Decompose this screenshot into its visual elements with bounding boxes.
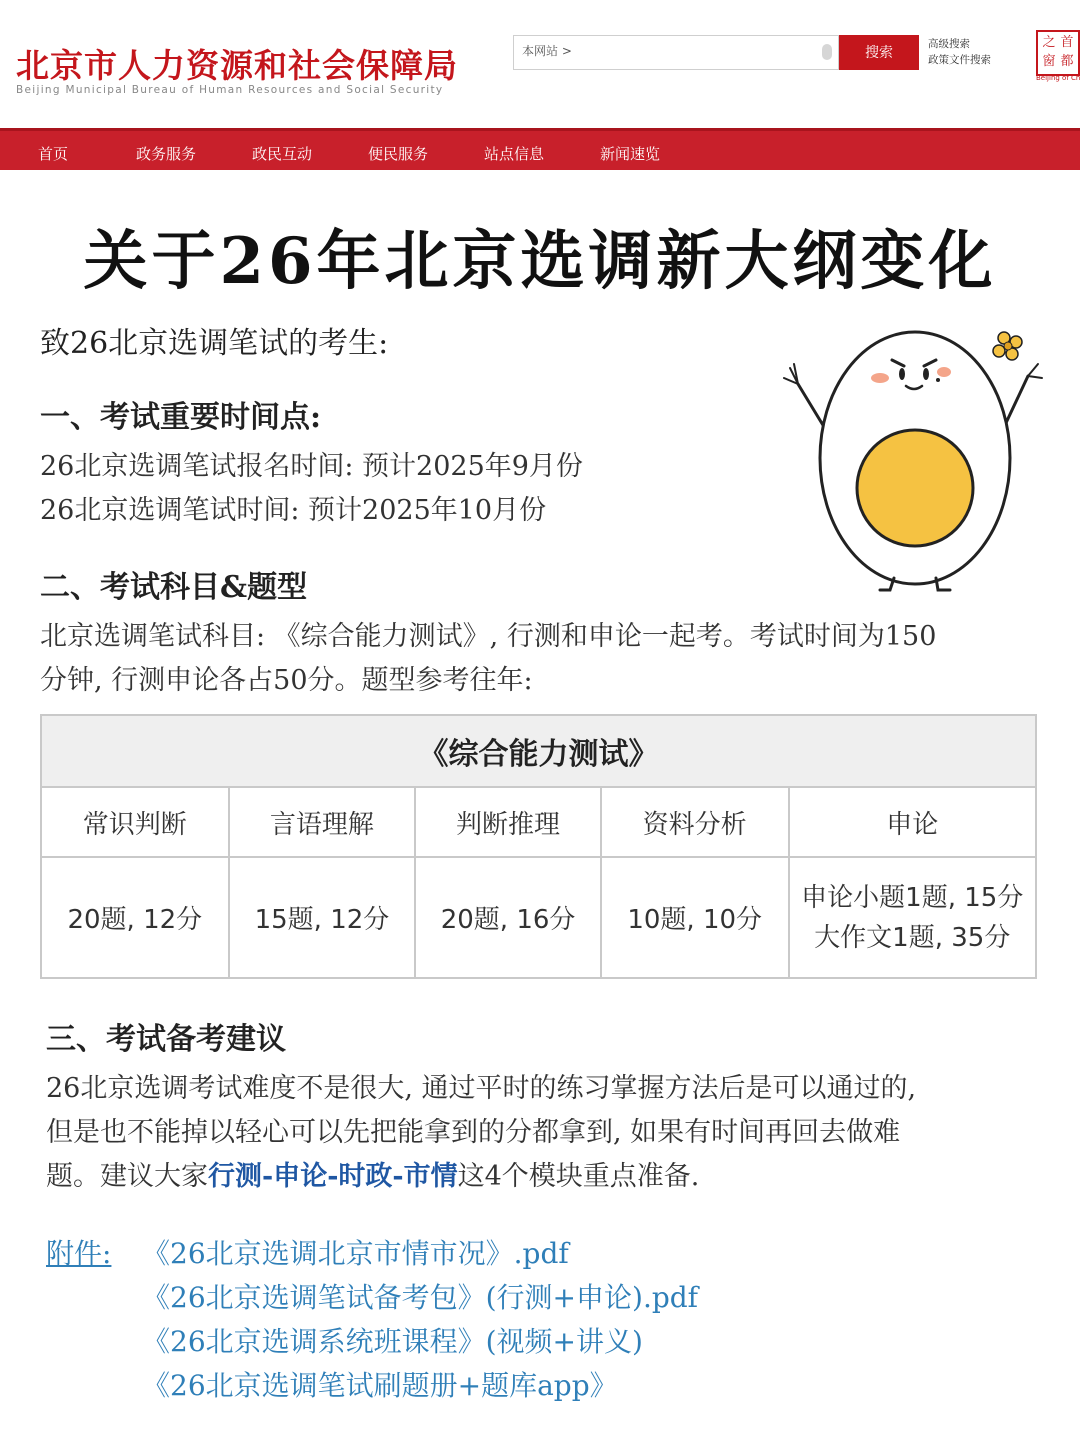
- table-cell: 15题, 12分: [229, 857, 416, 978]
- table-title: 《综合能力测试》: [41, 715, 1036, 787]
- search-input[interactable]: [513, 35, 839, 70]
- body-line: 分钟, 行测申论各占50分。题型参考往年:: [40, 665, 533, 696]
- microphone-icon[interactable]: [822, 44, 832, 60]
- body-line: 26北京选调考试难度不是很大, 通过平时的练习掌握方法后是可以通过的,: [46, 1073, 917, 1104]
- capital-seal-logo: [1036, 30, 1080, 76]
- attachment-link[interactable]: 《26北京选调笔试备考包》(行测+申论).pdf: [142, 1281, 699, 1314]
- attachment-link[interactable]: 《26北京选调笔试刷题册+题库app》: [142, 1369, 618, 1402]
- exam-structure-table: [40, 714, 1037, 979]
- nav-item-gov-services[interactable]: 政务服务: [136, 145, 197, 163]
- nav-item-home[interactable]: 首页: [38, 145, 69, 163]
- body-line: 26北京选调笔试报名时间: 预计2025年9月份: [40, 451, 583, 482]
- advice-text: 题。建议大家: [46, 1161, 208, 1192]
- table-cell: 判断推理: [415, 787, 601, 857]
- body-line: 北京选调笔试科目: 《综合能力测试》, 行测和申论一起考。考试时间为150: [40, 621, 937, 652]
- table-cell: 言语理解: [229, 787, 416, 857]
- site-logo-cn[interactable]: 北京市人力资源和社会保障局: [16, 46, 458, 85]
- main-nav: [0, 128, 1080, 170]
- section-heading-subjects: 二、考试科目&题型: [40, 570, 308, 605]
- site-header: [0, 0, 1080, 128]
- table-cell: 10题, 10分: [601, 857, 789, 978]
- attachments-label[interactable]: 附件:: [46, 1237, 112, 1270]
- site-logo-en: Beijing Municipal Bureau of Human Resources and Social Security: [16, 84, 444, 96]
- table-cell-shenlun: [789, 857, 1037, 978]
- shenlun-line: 申论小题1题, 15分: [801, 882, 1024, 913]
- nav-item-news[interactable]: 新闻速览: [600, 145, 661, 163]
- seal-subtitle: Beijing of Ch: [1036, 74, 1080, 82]
- policy-search-link[interactable]: 政策文件搜索: [928, 54, 991, 66]
- search-button[interactable]: 搜索: [839, 35, 919, 70]
- table-row: [41, 857, 1036, 978]
- page-title: 关于26年北京选调新大纲变化: [83, 224, 997, 299]
- nav-item-site-info[interactable]: 站点信息: [484, 145, 545, 163]
- shenlun-line: 大作文1题, 35分: [814, 922, 1011, 953]
- search-links: [928, 36, 991, 68]
- table-cell: 20题, 12分: [41, 857, 229, 978]
- seal-char: 首: [1060, 35, 1074, 50]
- highlight-modules: 行测-申论-时政-市情: [208, 1161, 458, 1192]
- egg-mascot-icon: [770, 320, 1060, 600]
- body-line-highlight: [46, 1154, 699, 1193]
- seal-char: 都: [1060, 54, 1074, 69]
- advice-text: 这4个模块重点准备.: [457, 1161, 700, 1192]
- table-cell: 资料分析: [601, 787, 789, 857]
- greeting: 致26北京选调笔试的考生:: [40, 326, 389, 361]
- table-cell: 20题, 16分: [415, 857, 601, 978]
- section-heading-advice: 三、考试备考建议: [46, 1022, 286, 1057]
- table-row: [41, 787, 1036, 857]
- body-line: 26北京选调笔试时间: 预计2025年10月份: [40, 495, 547, 526]
- attachment-link[interactable]: 《26北京选调北京市情市况》.pdf: [142, 1237, 569, 1270]
- nav-item-public-services[interactable]: 便民服务: [368, 145, 429, 163]
- body-line: 但是也不能掉以轻心可以先把能拿到的分都拿到, 如果有时间再回去做难: [46, 1117, 901, 1148]
- seal-char: 之: [1042, 35, 1056, 50]
- nav-item-interaction[interactable]: 政民互动: [252, 145, 313, 163]
- search-scope-select[interactable]: 本网站 >: [522, 44, 572, 58]
- seal-char: 窗: [1042, 54, 1056, 69]
- table-cell: 申论: [789, 787, 1037, 857]
- table-cell: 常识判断: [41, 787, 229, 857]
- attachment-link[interactable]: 《26北京选调系统班课程》(视频+讲义): [142, 1325, 643, 1358]
- flower-icon: [993, 332, 1022, 360]
- advanced-search-link[interactable]: 高级搜索: [928, 38, 970, 50]
- section-heading-dates: 一、考试重要时间点:: [40, 400, 322, 435]
